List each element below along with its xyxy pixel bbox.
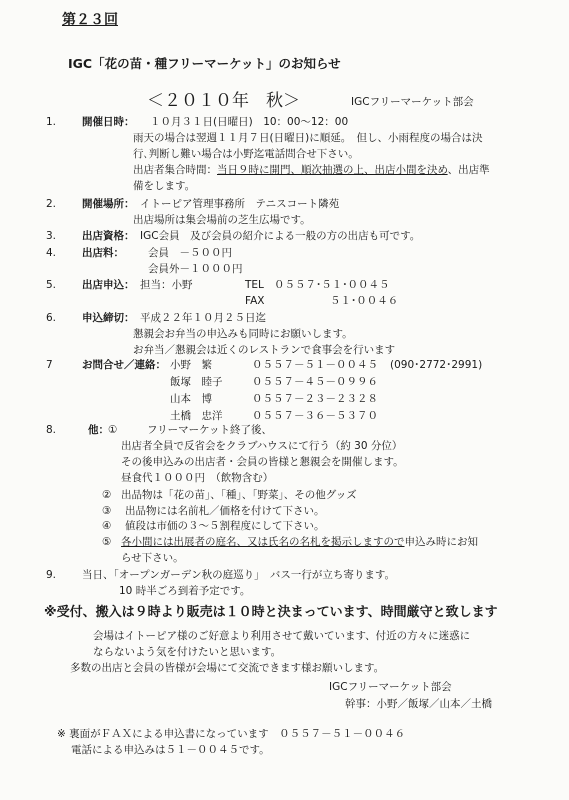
item-6-number: 6. [46, 312, 57, 324]
note-4: 値段は市価の３～５割程度にして下さい。 [125, 520, 325, 532]
signature-org: IGCフリーマーケット部会 [329, 681, 452, 693]
item-6-line2: 懇親会お弁当の申込みも同時にお願いします。 [133, 328, 353, 340]
contact-name: 飯塚 睦子 [170, 376, 223, 388]
item-4-value: 会員 －５００円 [148, 247, 232, 259]
item-5-label: 出店申込： [82, 279, 135, 291]
item-8-label: 他： [88, 424, 109, 436]
item-1-number: 1. [46, 116, 57, 128]
organizer: IGCフリーマーケット部会 [351, 96, 474, 108]
contact-phone: ０５５７－３６－５３７０ [252, 410, 378, 422]
circled-1: ① [108, 424, 118, 436]
item-7-label: お問合せ／連絡： [82, 359, 166, 371]
item-3-label: 出店資格： [82, 230, 135, 242]
item-1-line4-underlined: 当日９時に開門、順次抽選の上、出店小間を決め [217, 164, 448, 176]
item-2-value: イトーピア管理事務所 テニスコート隣苑 [140, 198, 340, 210]
note-5-line1 [121, 537, 478, 548]
item-1-line4-a: 出店者集合時間： [133, 164, 217, 176]
issue-number: 第２３回 [62, 12, 118, 28]
contact-name: 山本 博 [170, 393, 212, 405]
closing-line3: 多数の出店と会員の皆様が会場にて交流できます様お願いします。 [70, 662, 385, 674]
footer-phone-note: 電話による申込みは５１－００４５です。 [71, 744, 270, 756]
notice-banner: ※受付、搬入は９時より販売は１０時と決まっています、時間厳守と致します [44, 605, 498, 620]
circled-4: ④ [102, 520, 112, 532]
item-2-label: 開催場所： [82, 198, 135, 210]
item-6-line3: お弁当／懇親会は近くのレストランで食事会を行います [133, 344, 396, 356]
item-3-number: 3. [46, 230, 57, 242]
note-1-line3: その後申込みの出店者・会員の皆様と懇親会を開催します。 [121, 456, 404, 468]
note-5-underlined: 各小間には出展者の庭名、又は氏名の名札を掲示しますので [121, 536, 405, 548]
item-6-value: 平成２２年１０月２５日迄 [140, 312, 266, 324]
item-9-number: 9. [46, 569, 57, 581]
signature-staff: 幹事：小野／飯塚／山本／土橋 [345, 698, 492, 710]
item-1-line3: 行､判断し難い場合は小野迄電話問合せ下さい。 [133, 148, 359, 160]
contact-phone: ０５５７－２３－２３２８ [252, 393, 378, 405]
closing-line2: ならないよう気を付けたいと思います。 [93, 646, 282, 658]
item-1-label: 開催日時： [82, 116, 135, 128]
circled-2: ② [102, 489, 112, 501]
item-1-line4-b: 、出店準 [447, 164, 490, 176]
contact-phone: ０５５７－５１－００４５ [252, 359, 378, 371]
season-title: ＜２０１０年 秋＞ [147, 91, 300, 111]
note-1-line1: フリーマーケット終了後、 [147, 424, 273, 436]
circled-3: ③ [102, 505, 112, 517]
document-title: IGC「花の苗・種フリーマーケット」のお知らせ [68, 56, 341, 71]
item-9-line2: 10 時半ごろ到着予定です。 [119, 585, 251, 597]
item-8-number: 8. [46, 424, 57, 436]
item-4-number: 4. [46, 247, 57, 259]
item-1-line2: 雨天の場合は翌週１１月７日(日曜日)に順延。 但し、小雨程度の場合は決 [133, 132, 483, 144]
item-2-number: 2. [46, 198, 57, 210]
footer-fax-note: ※ 裏面がＦＡＸによる申込書になっています ０５５７－５１－００４６ [57, 728, 406, 740]
fax-number: ５１･００４６ [330, 295, 399, 307]
contact-mobile: (090･2772･2991) [390, 359, 483, 371]
item-6-label: 申込締切： [82, 312, 135, 324]
tel-label: TEL [245, 279, 264, 291]
item-7-number: 7 [46, 359, 53, 371]
item-5-value: 担当：小野 [140, 279, 193, 291]
item-3-value: IGC会員 及び会員の紹介による一般の方の出店も可です。 [140, 230, 421, 242]
note-1-line2: 出店者全員で反省会をクラブハウスにて行う（約 30 分位） [121, 440, 403, 452]
note-5-line2: らせ下さい。 [121, 552, 184, 564]
fax-label: FAX [245, 295, 265, 307]
tel-number: ０５５７･５１･００４５ [274, 279, 390, 291]
contact-name: 小野 繁 [170, 359, 212, 371]
note-2: 出品物は「花の苗」、「種」、「野菜」、その他グッズ [121, 489, 357, 501]
closing-line1: 会場はイトーピア様のご好意より利用させて戴いています、付近の方々に迷惑に [93, 630, 471, 642]
note-1-line4: 昼食代１０００円 （飲物含む） [121, 472, 274, 484]
item-4-line2: 会員外－１０００円 [148, 263, 243, 275]
note-3: 出品物には名前札／価格を付けて下さい。 [125, 505, 325, 517]
contact-name: 土橋 忠洋 [170, 410, 223, 422]
circled-5: ⑤ [102, 536, 112, 548]
item-1-line5: 備をします。 [133, 180, 196, 192]
item-1-line4 [133, 165, 490, 176]
item-9-line1: 当日、「オープンガーデン秋の庭巡り」 バス一行が立ち寄ります。 [82, 569, 396, 581]
item-1-value: １０月３１日(日曜日) 10：00～12：00 [150, 116, 349, 128]
note-5-tail: 申込み時にお知 [404, 536, 478, 548]
item-2-line2: 出店場所は集会場前の芝生広場です。 [133, 214, 311, 226]
item-5-number: 5. [46, 279, 57, 291]
contact-phone: ０５５７－４５－０９９６ [252, 376, 378, 388]
item-4-label: 出店料： [82, 247, 124, 259]
